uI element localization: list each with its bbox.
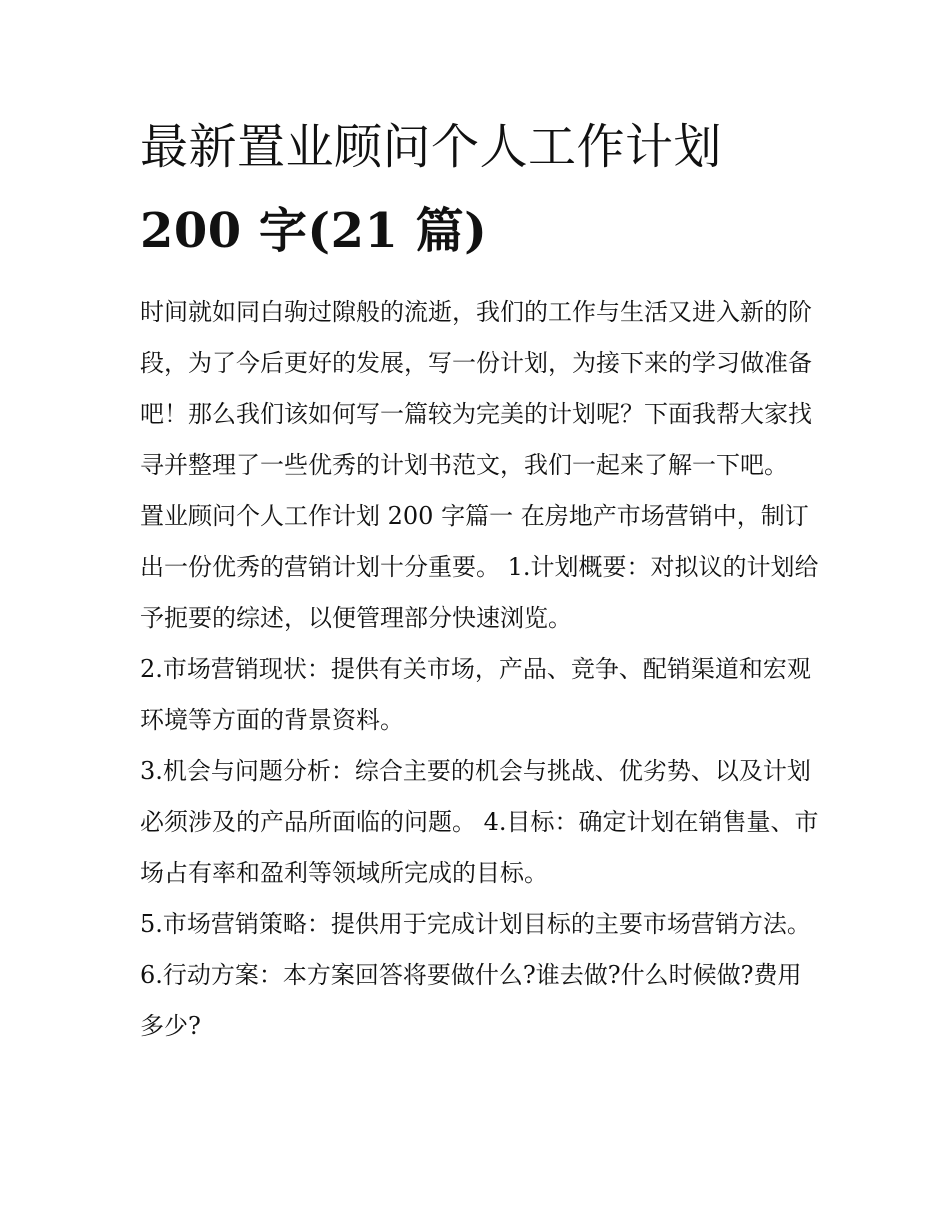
body-paragraph-4: 5.市场营销策略：提供用于完成计划目标的主要市场营销方法。 6.行动方案：本方案回答将要做什么?谁去做?什么时候做?费用多少? [140,910,811,1040]
document-title [140,105,820,273]
title-line-1: 最新置业顾问个人工作计划 [140,119,723,175]
title-line-2: 200 字(21 篇) [140,203,488,259]
document-page [140,105,820,1052]
body-paragraph-1: 置业顾问个人工作计划 200 字篇一 在房地产市场营销中，制订出一份优秀的营销计划十分重要。 1.计划概要：对拟议的计划给予扼要的综述，以便管理部分快速浏览。 [140,502,819,632]
body-paragraph-2: 2.市场营销现状：提供有关市场，产品、竞争、配销渠道和宏观环境等方面的背景资料。 [140,655,811,734]
body-paragraph-3: 3.机会与问题分析：综合主要的机会与挑战、优劣势、以及计划必须涉及的产品所面临的问题。 4.目标：确定计划在销售量、市场占有率和盈利等领域所完成的目标。 [140,757,819,887]
intro-paragraph: 时间就如同白驹过隙般的流逝，我们的工作与生活又进入新的阶段，为了今后更好的发展，写一份计划，为接下来的学习做准备吧！那么我们该如何写一篇较为完美的计划呢？下面我帮大家找寻并整理了一些优秀的计划书范文，我们一起来了解一下吧。 [140,298,812,479]
